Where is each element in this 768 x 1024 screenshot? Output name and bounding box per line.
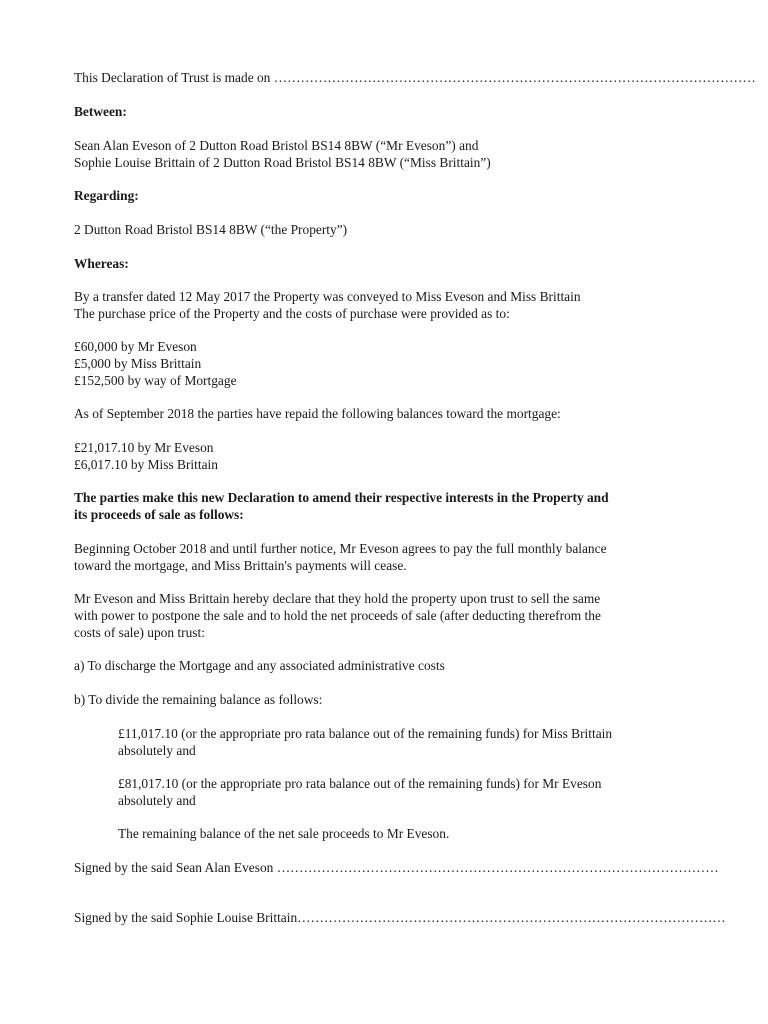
declare-line-2: with power to postpone the sale and to hold the net proceeds of sale (after deducting therefrom the <box>74 608 601 623</box>
between-heading: Between: <box>74 104 127 119</box>
contribution-line: £152,500 by way of Mortgage <box>74 373 237 388</box>
beginning-line-2: toward the mortgage, and Miss Brittain's payments will cease. <box>74 558 407 573</box>
declaration-date-line: This Declaration of Trust is made on ……………………………………………………………………………………………… <box>74 70 756 85</box>
party-1: Sean Alan Eveson of 2 Dutton Road Bristol BS14 8BW (“Mr Eveson”) and <box>74 138 479 153</box>
signature-line-brittain: Signed by the said Sophie Louise Brittain…………………………………………………………………………………… <box>74 910 726 925</box>
share-1-line-2: absolutely and <box>118 743 196 758</box>
whereas-heading: Whereas: <box>74 256 129 271</box>
contribution-line: £60,000 by Mr Eveson <box>74 339 197 354</box>
declare-line-1: Mr Eveson and Miss Brittain hereby declare that they hold the property upon trust to sell the same <box>74 591 601 606</box>
clause-b: b) To divide the remaining balance as follows: <box>74 692 323 707</box>
clause-a: a) To discharge the Mortgage and any associated administrative costs <box>74 658 445 673</box>
property-address: 2 Dutton Road Bristol BS14 8BW (“the Property”) <box>74 222 348 237</box>
share-2-line-2: absolutely and <box>118 793 196 808</box>
repaid-intro: As of September 2018 the parties have repaid the following balances toward the mortgage: <box>74 406 561 421</box>
party-2: Sophie Louise Brittain of 2 Dutton Road Bristol BS14 8BW (“Miss Brittain”) <box>74 155 491 170</box>
beginning-line-1: Beginning October 2018 and until further notice, Mr Eveson agrees to pay the full monthly balance <box>74 541 607 556</box>
signature-line-eveson: Signed by the said Sean Alan Eveson ……………………………………………………………………………………… <box>74 860 719 875</box>
repaid-line: £6,017.10 by Miss Brittain <box>74 457 218 472</box>
amend-heading-line-2: its proceeds of sale as follows: <box>74 507 244 522</box>
amend-heading-line-1: The parties make this new Declaration to amend their respective interests in the Property and <box>74 490 609 505</box>
declare-line-3: costs of sale) upon trust: <box>74 625 205 640</box>
regarding-heading: Regarding: <box>74 188 139 203</box>
share-2-line-1: £81,017.10 (or the appropriate pro rata balance out of the remaining funds) for Mr Eveson <box>118 776 602 791</box>
share-1-line-1: £11,017.10 (or the appropriate pro rata balance out of the remaining funds) for Miss Brittain <box>118 726 613 741</box>
contribution-line: £5,000 by Miss Brittain <box>74 356 202 371</box>
whereas-line-1: By a transfer dated 12 May 2017 the Property was conveyed to Miss Eveson and Miss Brittain <box>74 289 581 304</box>
whereas-line-2: The purchase price of the Property and the costs of purchase were provided as to: <box>74 306 510 321</box>
repaid-line: £21,017.10 by Mr Eveson <box>74 440 214 455</box>
share-3: The remaining balance of the net sale proceeds to Mr Eveson. <box>118 826 450 841</box>
